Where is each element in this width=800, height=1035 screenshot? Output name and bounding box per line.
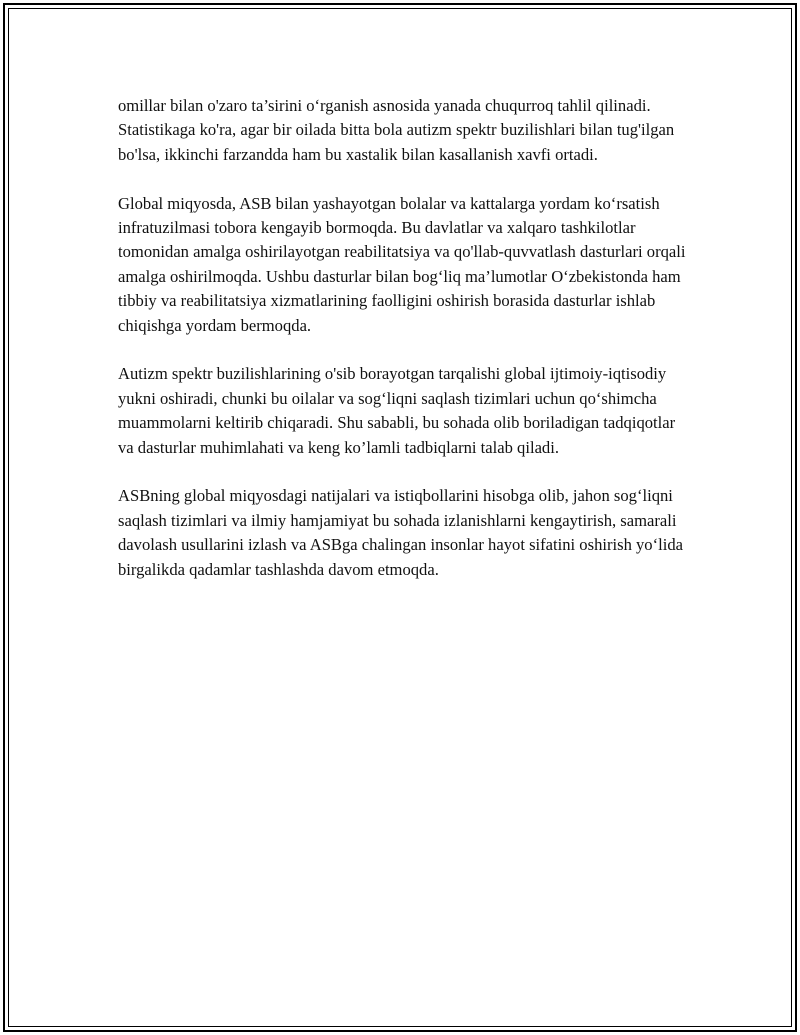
- paragraph-2: Global miqyosda, ASB bilan yashayotgan bolalar va kattalarga yordam ko‘rsatish infratuzilmasi tobora kengayib bormoqda. Bu davlatlar va xalqaro tashkilotlar tomonidan amalga oshirilayotgan reabilitatsiya va qo'llab-quvvatlash dasturlari orqali amalga oshirilmoqda. Ushbu dasturlar bilan bog‘liq ma’lumotlar O‘zbekistonda ham tibbiy va reabilitatsiya xizmatlarining faolligini oshirish borasida dasturlar ishlab chiqishga yordam bermoqda.: [118, 193, 686, 335]
- document-body: [118, 94, 693, 606]
- paragraph-3: Autizm spektr buzilishlarining o'sib borayotgan tarqalishi global ijtimoiy-iqtisodiy yukni oshiradi, chunki bu oilalar va sog‘liqni saqlash tizimlari uchun qo‘shimcha muammolarni keltirib chiqaradi. Shu sababli, bu sohada olib boriladigan tadqiqotlar va dasturlar muhimlahati va keng ko’lamli tadbiqlarni talab qiladi.: [118, 364, 676, 457]
- paragraph-1: omillar bilan o'zaro ta’sirini o‘rganish asnosida yanada chuqurroq tahlil qilinadi. Statistikaga ko'ra, agar bir oilada bitta bola autizm spektr buzilishlari bilan tug'ilgan bo'lsa, ikkinchi farzandda ham bu xastalik bilan kasallanish xavfi ortadi.: [118, 96, 675, 164]
- paragraph-4: ASBning global miqyosdagi natijalari va istiqbollarini hisobga olib, jahon sog‘liqni saqlash tizimlari va ilmiy hamjamiyat bu sohada izlanishlarni kengaytirish, samarali davolash usullarini izlash va ASBga chalingan insonlar hayot sifatini oshirish yo‘lida birgalikda qadamlar tashlashda davom etmoqda.: [118, 486, 684, 579]
